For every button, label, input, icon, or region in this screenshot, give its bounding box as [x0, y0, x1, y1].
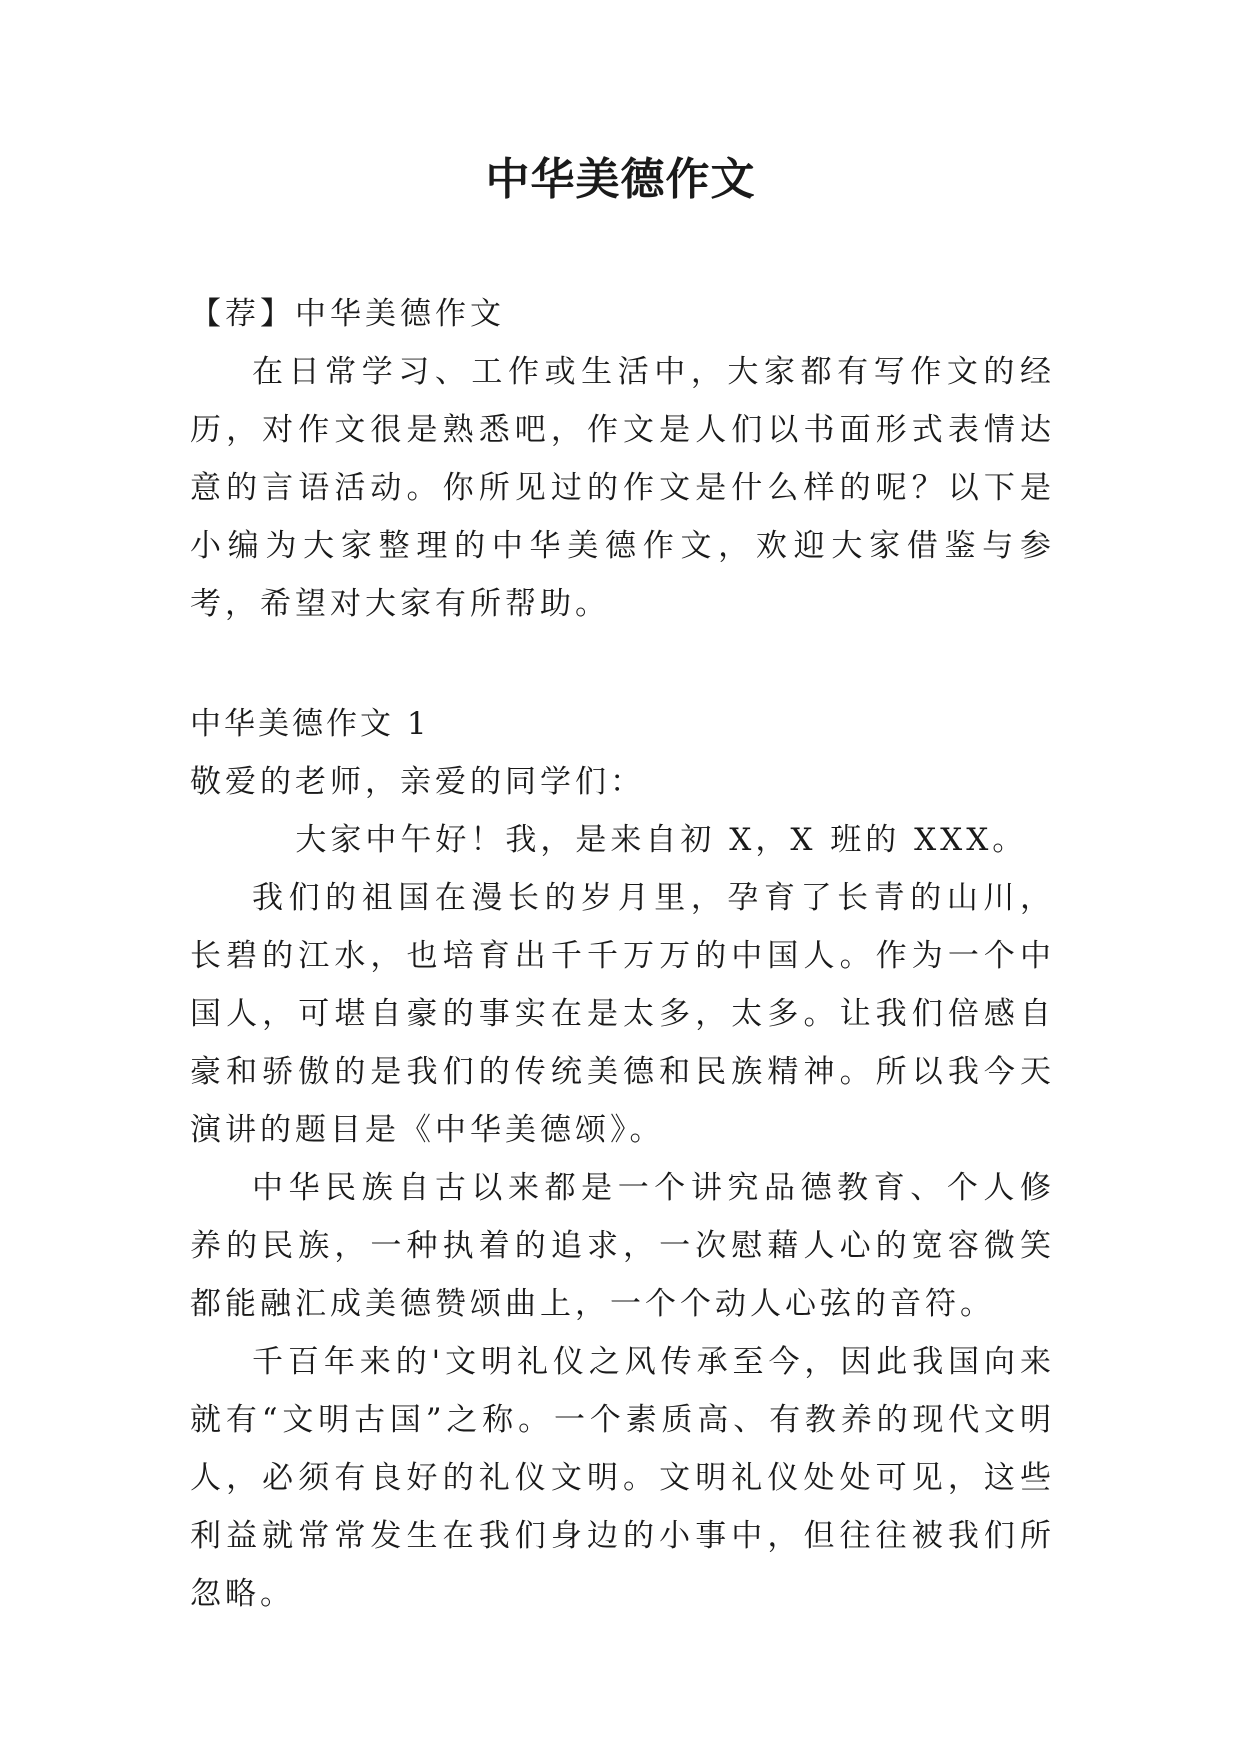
- essay-paragraph: 千百年来的'文明礼仪之风传承至今，因此我国向来就有“文明古国”之称。一个素质高、有教养的现代文明人，必须有良好的礼仪文明。文明礼仪处处可见，这些利益就常常发生在我们身边的小事中，但往往被我们所忽略。: [190, 1344, 1055, 1612]
- recommend-line: 【荐】中华美德作文: [190, 296, 505, 332]
- greeting-line: 大家中午好！我，是来自初 X，X 班的 XXX。: [295, 822, 1028, 858]
- essay-paragraph: 中华民族自古以来都是一个讲究品德教育、个人修养的民族，一种执着的追求，一次慰藉人心的宽容微笑都能融汇成美德赞颂曲上，一个个动人心弦的音符。: [190, 1170, 1055, 1322]
- intro-paragraph: 在日常学习、工作或生活中，大家都有写作文的经历，对作文很是熟悉吧，作文是人们以书面形式表情达意的言语活动。你所见过的作文是什么样的呢？以下是小编为大家整理的中华美德作文，欢迎大家借鉴与参考，希望对大家有所帮助。: [190, 354, 1055, 622]
- essay-paragraph: 我们的祖国在漫长的岁月里，孕育了长青的山川，长碧的江水，也培育出千千万万的中国人。作为一个中国人，可堪自豪的事实在是太多，太多。让我们倍感自豪和骄傲的是我们的传统美德和民族精神。所以我今天演讲的题目是《中华美德颂》。: [190, 880, 1055, 1148]
- salutation: 敬爱的老师，亲爱的同学们：: [190, 764, 645, 800]
- section-spacer: [190, 633, 1055, 695]
- essay-heading: 中华美德作文 1: [190, 706, 430, 742]
- document-body: [190, 285, 1055, 1623]
- document-title: 中华美德作文: [485, 154, 756, 205]
